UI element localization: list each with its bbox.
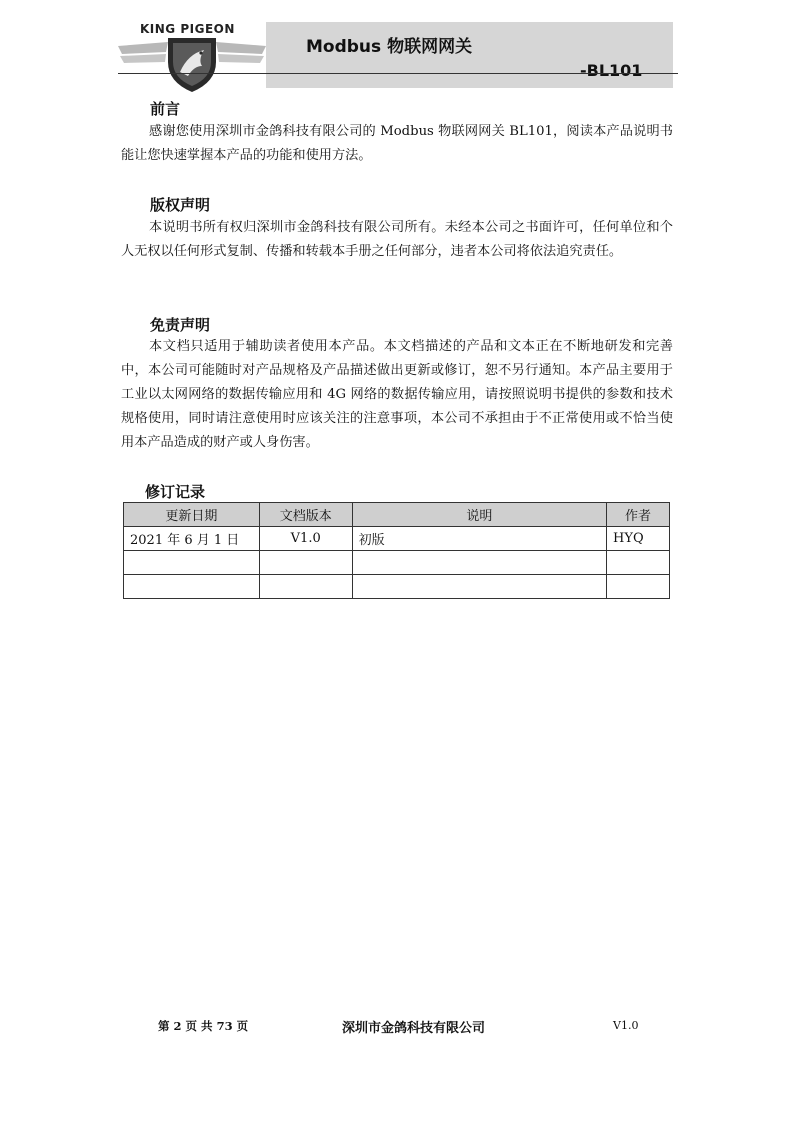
column-header-description: 说明	[352, 503, 606, 527]
cell-author	[607, 551, 670, 575]
page-suffix: 页	[236, 1019, 249, 1033]
disclaimer-paragraph: 本文档只适用于辅助读者使用本产品。本文档描述的产品和文本正在不断地研发和完善中，本公司可能随时对产品规格及产品描述做出更新或修订，恕不另行通知。本产品主要用于工业以太网网络的数据传输应用和 4G 网络的数据传输应用，请按照说明书提供的参数和技术规格使用，同时请注意使用时应该关注的注意事项，本公司不承担由于不正常使用或不恰当使用本产品造成的财产或人身伤害。	[121, 339, 673, 450]
cell-version: V1.0	[259, 527, 352, 551]
brand-name: KING PIGEON	[140, 22, 235, 36]
cell-description: 初版	[352, 527, 606, 551]
model-number: -BL101	[580, 61, 643, 80]
cell-date	[124, 551, 260, 575]
document-title: Modbus 物联网网关	[306, 37, 473, 57]
cell-author: HYQ	[607, 527, 670, 551]
cell-date: 2021 年 6 月 1 日	[124, 527, 260, 551]
preface-heading: 前言	[150, 100, 181, 118]
header-rule	[118, 73, 678, 74]
revision-heading: 修订记录	[145, 483, 206, 501]
table-row	[124, 575, 670, 599]
cell-description	[352, 551, 606, 575]
footer-version: V1.0	[613, 1019, 639, 1032]
cell-date	[124, 575, 260, 599]
revision-table	[123, 502, 670, 599]
column-header-author: 作者	[607, 503, 670, 527]
page-number: 2	[173, 1019, 182, 1033]
pigeon-logo	[118, 36, 268, 98]
copyright-paragraph: 本说明书所有权归深圳市金鸽科技有限公司所有。未经本公司之书面许可，任何单位和个人无权以任何形式复制、传播和转载本手册之任何部分，违者本公司将依法追究责任。	[121, 220, 673, 259]
table-row	[124, 527, 670, 551]
pigeon-shield-icon	[118, 36, 268, 94]
footer-company: 深圳市金鸽科技有限公司	[342, 1021, 486, 1036]
disclaimer-heading: 免责声明	[150, 316, 211, 334]
copyright-heading: 版权声明	[150, 196, 211, 214]
cell-version	[259, 575, 352, 599]
preface-paragraph: 感谢您使用深圳市金鸽科技有限公司的 Modbus 物联网网关 BL101，阅读本产品说明书能让您快速掌握本产品的功能和使用方法。	[121, 124, 673, 163]
column-header-date: 更新日期	[124, 503, 260, 527]
page-indicator	[158, 1018, 248, 1034]
cell-author	[607, 575, 670, 599]
cell-version	[259, 551, 352, 575]
cell-description	[352, 575, 606, 599]
column-header-version: 文档版本	[259, 503, 352, 527]
table-row	[124, 551, 670, 575]
page-mid: 页 共	[185, 1019, 213, 1033]
page-prefix: 第	[158, 1019, 170, 1033]
table-header-row	[124, 503, 670, 527]
total-pages: 73	[216, 1019, 233, 1033]
